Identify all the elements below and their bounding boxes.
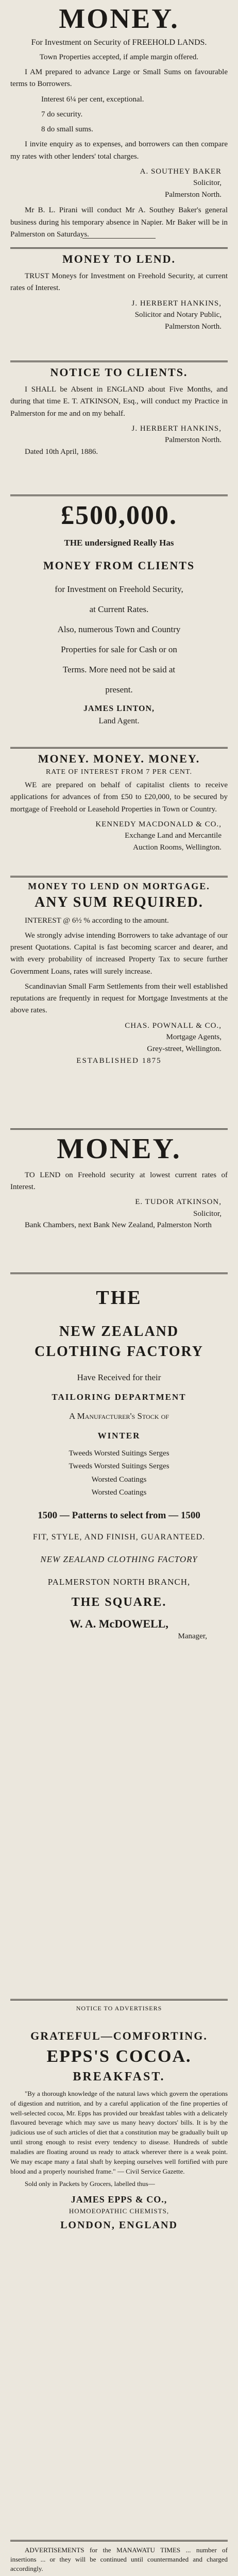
advert-rate: RATE OF INTEREST FROM 7 PER CENT.	[45, 768, 193, 776]
advert-maker-sub: HOMOEOPATHIC CHEMISTS,	[69, 2207, 169, 2215]
advert-epps-cocoa	[10, 1999, 228, 2231]
advert-line: Interest 6¼ per cent, exceptional.	[41, 95, 144, 104]
advert-line: Also, numerous Town and Country	[57, 624, 181, 634]
advert-date: Dated 10th April, 1886.	[25, 447, 98, 456]
advert-body: ADVERTISEMENTS for the MANAWATU TIMES ... number of insertions ... or they will be continued until countermanded and charged accordingly.	[10, 2546, 228, 2573]
advert-title: MONEY. MONEY. MONEY.	[38, 752, 200, 765]
advert-body: "By a thorough knowledge of the natural laws which govern the operations of digestion and nutrition, and by a careful application of the fine properties of well-selected cocoa, Mr. Epps has provided our breakfast tables with a delicately flavoured beverage which may save us many heavy doctors' bills. It is by the judicious use of such articles of diet that a constitution may be gradually built up until strong enough to resist every tendency to disease. Hundreds of subtle maladies are floating around us ready to attack wherever there is a weak point. We may escape many a fatal shaft by keeping ourselves well fortified with pure blood and a properly nourished frame." — Civil Service Gazette.	[10, 2089, 228, 2175]
advert-clothing-factory	[10, 1273, 228, 1642]
advert-line: Scandinavian Small Farm Settlements from their well established reputations are frequently in request for Mortgage Investments at the above rates.	[10, 982, 228, 1015]
signature-line: Solicitor,	[193, 179, 222, 188]
advert-body: TO LEND on Freehold security at lowest current rates of Interest.	[10, 1171, 228, 1192]
advert-line: I invite enquiry as to expenses, and borrowers can then compare my rates with other lenders' total charges.	[10, 140, 228, 161]
advert-line: I AM prepared to advance Large or Small Sums on favourable terms to Borrowers.	[10, 68, 228, 89]
signature-line: Auction Rooms, Wellington.	[133, 843, 222, 852]
advert-subtitle: ANY SUM REQUIRED.	[35, 894, 203, 910]
signature-line: Palmerston North.	[165, 190, 222, 199]
advert-money-money-money	[10, 747, 228, 853]
advert-money-baker	[10, 4, 228, 244]
advert-note: Mr B. L. Pirani will conduct Mr A. Southey Baker's general business during his temporary absence in Napier. Mr Baker will be in Palmerston on Saturdays.	[10, 206, 228, 239]
signature-line: Manager,	[178, 1632, 207, 1641]
advert-line: for Investment on Freehold Security,	[55, 584, 183, 594]
advert-subtitle: For Investment on Security of FREEHOLD LANDS.	[31, 38, 207, 47]
advert-line: Town Properties accepted, if ample margin offered.	[39, 53, 199, 61]
advert-top-label: NOTICE TO ADVERTISERS	[76, 2005, 162, 2012]
advert-title: NEW ZEALAND CLOTHING FACTORY	[35, 1324, 203, 1360]
advert-title: MONEY TO LEND.	[62, 252, 176, 265]
advert-notice-advertisers	[10, 2540, 228, 2576]
advert-title: MONEY.	[59, 3, 179, 34]
signature-name: JAMES LINTON,	[83, 704, 155, 714]
signature-line: Solicitor and Notary Public,	[134, 311, 222, 319]
signature-line: Exchange Land and Mercantile	[125, 832, 222, 840]
advert-subtitle: BREAKFAST.	[73, 2070, 165, 2083]
advert-body: I SHALL be Absent in ENGLAND about Five Months, and during that time E. T. ATKINSON, Esq., will conduct my Practice in Palmerston for me and on my behalf.	[10, 385, 228, 418]
advert-address: Bank Chambers, next Bank New Zealand, Palmerston North	[25, 1221, 212, 1230]
advert-line: Terms. More need not be said at	[62, 665, 176, 675]
advert-note: Sold only in Packets by Grocers, labelled thus—	[25, 2180, 155, 2188]
advert-line: INTEREST @ 6½ % according to the amount.	[25, 916, 169, 925]
advert-the: THE	[96, 1287, 142, 1309]
advert-line: 7 do security.	[41, 110, 83, 118]
goods-line: Tweeds Worsted Suitings Serges	[69, 1462, 169, 1471]
advert-title: £500,000.	[61, 501, 177, 530]
signature-name: E. TUDOR ATKINSON,	[135, 1198, 222, 1207]
signature-line: Solicitor,	[193, 1209, 222, 1218]
advert-money-to-lend	[10, 247, 228, 332]
signature-name: J. HERBERT HANKINS,	[131, 424, 222, 433]
advert-line: A Manufacturer's Stock of	[69, 1411, 169, 1421]
advert-notice-to-clients	[10, 361, 228, 461]
advert-title: MONEY.	[57, 1133, 181, 1165]
goods-line: Worsted Coatings	[91, 1488, 147, 1497]
advert-title: NOTICE TO CLIENTS.	[50, 366, 188, 379]
advert-brand: NEW ZEALAND CLOTHING FACTORY	[40, 1554, 198, 1564]
advert-line: THE undersigned Really Has	[64, 538, 174, 548]
advert-square: THE SQUARE.	[71, 1595, 167, 1609]
signature-name: A. SOUTHEY BAKER	[140, 167, 222, 176]
advert-line: at Current Rates.	[89, 604, 149, 614]
signature-line: Palmerston North.	[165, 436, 222, 445]
signature-line: Mortgage Agents,	[166, 1033, 222, 1042]
advert-line: Have Received for their	[77, 1372, 161, 1383]
signature-line: Land Agent.	[98, 717, 140, 726]
advert-line: Properties for sale for Cash or on	[61, 644, 177, 654]
advert-line: TAILORING DEPARTMENT	[52, 1392, 186, 1402]
advert-city: LONDON, ENGLAND	[60, 2219, 178, 2231]
advert-title: EPPS'S COCOA.	[46, 2047, 192, 2066]
advert-established: ESTABLISHED 1875	[76, 1057, 162, 1065]
advert-line: WINTER	[97, 1430, 141, 1440]
advert-location: PALMERSTON NORTH BRANCH,	[47, 1577, 191, 1587]
advert-line: MONEY FROM CLIENTS	[43, 559, 195, 572]
advert-patterns: 1500 — Patterns to select from — 1500	[38, 1510, 200, 1521]
divider	[82, 238, 156, 239]
advert-line: present.	[105, 685, 133, 695]
advert-manager: W. A. McDOWELL,	[70, 1617, 168, 1631]
goods-line: Tweeds Worsted Suitings Serges	[69, 1449, 169, 1458]
signature-line: Palmerston North.	[165, 322, 222, 331]
signature-name: KENNEDY MACDONALD & CO.,	[95, 820, 222, 828]
advert-title: MONEY TO LEND ON MORTGAGE.	[28, 881, 210, 891]
advert-mortgage	[10, 876, 228, 1065]
advert-line: 8 do small sums.	[41, 125, 93, 134]
advert-maker: JAMES EPPS & CO.,	[71, 2194, 167, 2205]
signature-name: CHAS. POWNALL & CO.,	[125, 1021, 222, 1030]
advert-money-atkinson	[10, 1128, 228, 1235]
signature-name: J. HERBERT HANKINS,	[131, 299, 222, 308]
signature-line: Grey-street, Wellington.	[147, 1044, 222, 1053]
goods-line: Worsted Coatings	[91, 1475, 147, 1484]
advert-guarantee: FIT, STYLE, AND FINISH, GUARANTEED.	[32, 1532, 206, 1541]
advert-body: WE are prepared on behalf of capitalist clients to receive applications for advances of from £50 to £20,000, to be secured by mortgage of Freehold or Leasehold Properties in Town or Country.	[10, 781, 228, 814]
advert-line: We strongly advise intending Borrowers to take advantage of our present Quotations. Capital is fast becoming scarcer and dearer, and with every probability of increased Property Tax to secure further Government Loans, rates will surely increase.	[10, 931, 228, 976]
advert-body: TRUST Moneys for Investment on Freehold Security, at current rates of Interest.	[10, 272, 228, 293]
advert-tagline: GRATEFUL—COMFORTING.	[30, 2029, 208, 2042]
advert-500000	[10, 495, 228, 727]
